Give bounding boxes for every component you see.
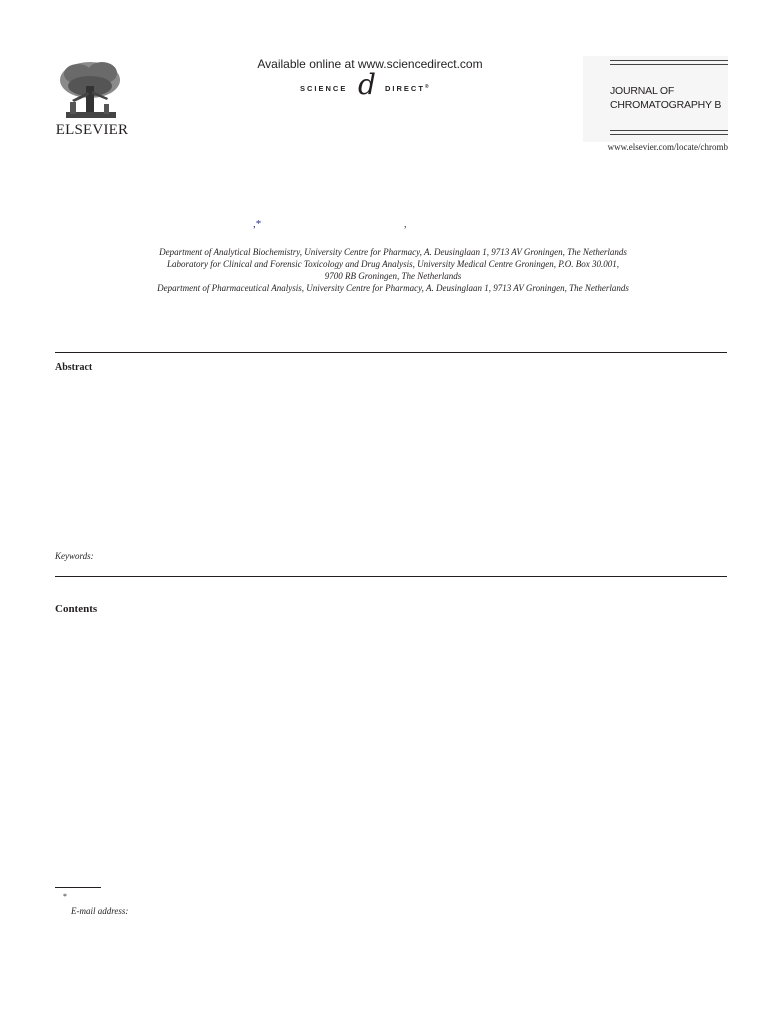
- journal-title: [610, 84, 721, 112]
- journal-rule-bottom-2: [610, 134, 728, 135]
- abstract-bottom-rule: [55, 576, 727, 577]
- sciencedirect-at-icon: d: [358, 68, 376, 101]
- keywords-label: Keywords:: [55, 551, 94, 561]
- footnote-rule: [55, 887, 101, 888]
- affiliation-line: Department of Pharmaceutical Analysis, University Centre for Pharmacy, A. Deusinglaan 1, 9713 AV Groningen, The Netherlands: [157, 283, 629, 293]
- contents-heading: Contents: [55, 603, 98, 615]
- corresponding-author-mark[interactable]: ,*: [253, 218, 262, 230]
- available-online-text[interactable]: Available online at www.sciencedirect.com: [257, 57, 483, 71]
- publisher-name: ELSEVIER: [55, 122, 129, 138]
- journal-rule-top-2: [610, 64, 728, 65]
- journal-rule-bottom-1: [610, 130, 728, 131]
- journal-title-box: [583, 56, 728, 142]
- sciencedirect-logo[interactable]: [290, 68, 450, 104]
- abstract-heading: Abstract: [55, 362, 93, 373]
- affiliations-block: [60, 246, 726, 294]
- journal-url-link[interactable]: www.elsevier.com/locate/chromb: [607, 142, 728, 152]
- footnote-mark: *: [63, 892, 67, 901]
- affiliation-line: 9700 RB Groningen, The Netherlands: [324, 271, 462, 281]
- affiliation-line: Department of Analytical Biochemistry, University Centre for Pharmacy, A. Deusinglaan 1, 9713 AV Groningen, The Netherlands: [159, 247, 627, 257]
- footnote-email-label: E-mail address:: [71, 906, 129, 916]
- sciencedirect-science-text: SCIENCE: [300, 84, 348, 93]
- journal-rule-top-1: [610, 60, 728, 61]
- sciencedirect-direct-text: DIRECT®: [385, 84, 431, 93]
- journal-title-line-2: CHROMATOGRAPHY B: [610, 99, 722, 111]
- registered-mark: ®: [424, 84, 431, 90]
- journal-title-line-1: JOURNAL OF: [610, 85, 675, 97]
- affiliation-line: Laboratory for Clinical and Forensic Toxicology and Drug Analysis, University Medical Centre Groningen, P.O. Box 30.001,: [166, 259, 620, 269]
- author-separator: ,: [404, 219, 407, 230]
- abstract-top-rule: [55, 352, 727, 353]
